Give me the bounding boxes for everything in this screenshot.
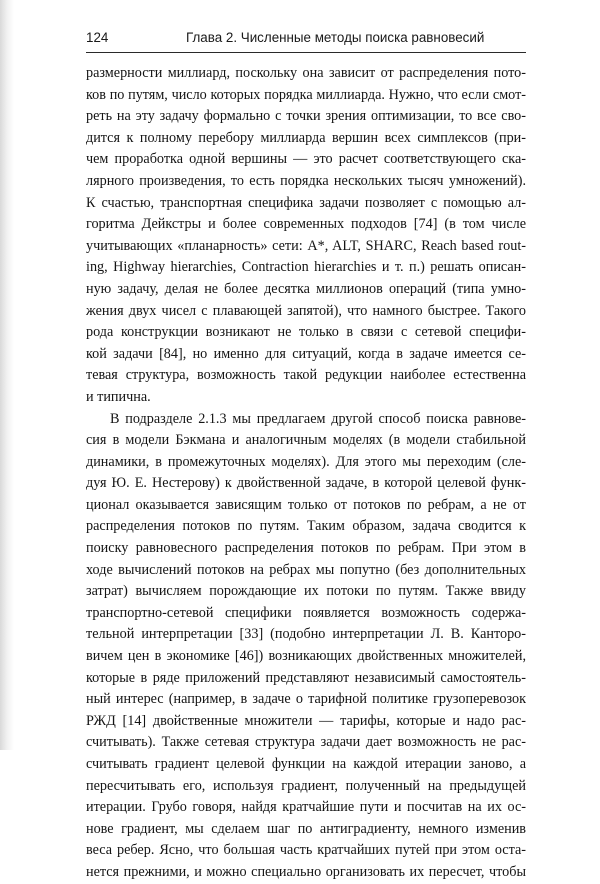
text-line: нове градиент, мы сделаем шаг по антиградиенту, немного изменив	[86, 820, 526, 837]
text-line: реть на эту задачу формально с точки зрения оптимизации, то все сво-	[86, 108, 526, 125]
header-rule	[86, 52, 526, 53]
text-line: ционал оказывается зависящим только от потоков по ребрам, а не от	[86, 496, 526, 513]
paragraph-2	[86, 409, 526, 884]
text-line: рода конструкции возникают не только в связи с сетевой специфи-	[86, 324, 526, 341]
text-line: транспортно-сетевой специфики появляется возможность содержа-	[86, 604, 526, 621]
text-line: распределения потоков по путям. Таким образом, задача сводится к	[86, 518, 526, 535]
text-line: считывать градиент целевой функции на каждой итерации заново, а	[86, 756, 526, 772]
text-line: К счастью, транспортная специфика задачи позволяет с помощью ал-	[86, 194, 526, 211]
text-line: затрат) вычисляем порождающие их потоки по путям. Также ввиду	[86, 583, 526, 600]
text-line: которые в ряде приложений представляют независимый самостоятель-	[86, 669, 526, 686]
text-line: пересчитывать его, используя градиент, полученный на предыдущей	[86, 777, 526, 794]
text-line: считывать). Также сетевая структура задачи дает возможность не рас-	[86, 734, 526, 751]
text-line: ную задачу, делая не более десятка миллионов операций (типа умно-	[86, 280, 526, 297]
text-line: горитма Дейкстры и более современных подходов [74] (в том числе	[86, 216, 526, 233]
running-header	[86, 26, 526, 50]
text-line: кой задачи [84], но именно для ситуаций, когда в задаче имеется се-	[86, 345, 526, 362]
text-line: дуя Ю. Е. Нестерову) к двойственной задаче, в которой целевой функ-	[86, 475, 526, 492]
text-line: ing, Highway hierarchies, Contraction hierarchies и т. п.) решать описан-	[86, 259, 526, 276]
text-line: ходе вычислений потоков на ребрах мы попутно (без дополнительных	[86, 561, 526, 578]
text-line: веса ребер. Ясно, что большая часть кратчайших путей при этом оста-	[86, 842, 526, 859]
text-line: тельной интерпретации [33] (подобно интерпретации Л. В. Канторо-	[86, 626, 526, 643]
text-line: РЖД [14] двойственные множители — тарифы, которые и надо рас-	[86, 712, 526, 729]
text-line: динамики, в промежуточных моделях). Для этого мы переходим (сле-	[86, 453, 526, 470]
page-number: 124	[86, 30, 109, 45]
text-line: лярного произведения, то есть порядка нескольких тысяч умножений).	[86, 172, 526, 189]
text-line: поиску равновесного распределения потоков по ребрам. При этом в	[86, 540, 526, 557]
body-text	[86, 63, 526, 884]
text-line: ный интерес (например, в задаче о тарифной политике грузоперевозок	[86, 691, 526, 708]
text-line: вичем цен в экономике [46]) возникающих двойственных множителей,	[86, 648, 526, 665]
text-line: итерации. Грубо говоря, найдя кратчайшие пути и посчитав на их ос-	[86, 799, 526, 816]
paragraph-1	[86, 63, 526, 409]
text-line: ков по путям, число которых порядка миллиарда. Нужно, что если смот-	[86, 86, 526, 103]
text-line: жения двух чисел с плавающей запятой), что намного быстрее. Такого	[86, 302, 526, 319]
text-line: нется прежними, и можно специально организовать их пересчет, чтобы	[86, 863, 526, 880]
page-edge-shadow	[0, 0, 14, 750]
text-line: дится к полному перебору миллиарда вершин всех симплексов (при-	[86, 129, 526, 146]
text-line: размерности миллиард, поскольку она зависит от распределения пото-	[86, 65, 526, 81]
text-line: учитывающих «планарность» сети: A*, ALT, SHARC, Reach based rout-	[86, 237, 526, 254]
text-line: тевая структура, возможность такой редукции наиболее естественна	[86, 367, 526, 384]
running-title: Глава 2. Численные методы поиска равновесий	[186, 30, 485, 45]
text-line: сия в модели Бэкмана и аналогичным моделях (в модели стабильной	[86, 432, 526, 449]
text-line: чем проработка одной вершины — это расчет соответствующего ска-	[86, 151, 526, 168]
text-line: и типична.	[86, 388, 151, 405]
text-line: В подразделе 2.1.3 мы предлагаем другой способ поиска равнове-	[110, 410, 526, 427]
